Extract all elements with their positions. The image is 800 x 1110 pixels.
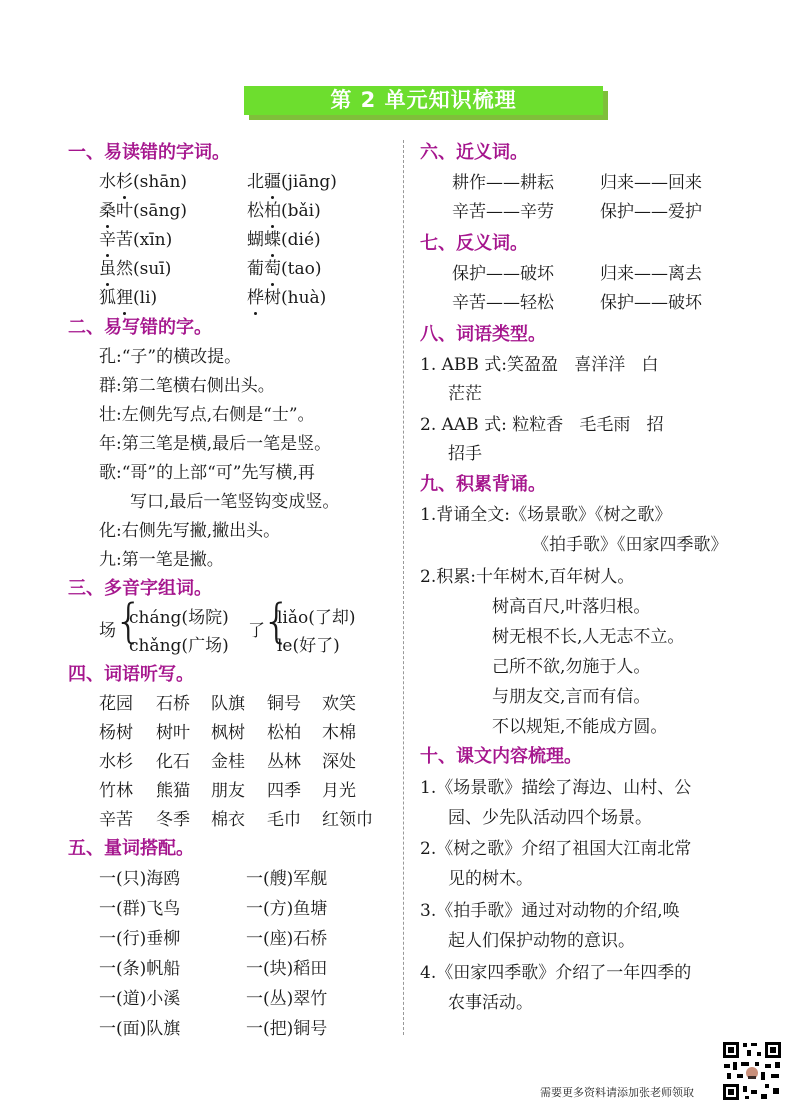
dictation-word: 竹林 xyxy=(99,781,133,801)
polyphone-char: 了 xyxy=(248,621,265,641)
section-2-heading: 二、易写错的字。 xyxy=(68,317,212,338)
measure-word: 一(丛)翠竹 xyxy=(246,989,328,1009)
dictation-word: 辛苦 xyxy=(99,810,133,830)
section-7-heading: 七、反义词。 xyxy=(420,233,528,254)
measure-word: 一(艘)军舰 xyxy=(246,869,328,889)
reading-item: 桦树(huà) xyxy=(247,288,327,308)
synonym-pair: 辛苦——辛劳 xyxy=(452,202,554,222)
reading-item: 松柏(bǎi) xyxy=(247,201,321,221)
writing-note: 壮:左侧先写点,右侧是“士”。 xyxy=(99,405,315,425)
antonym-pair: 辛苦——轻松 xyxy=(452,293,554,313)
word-pattern-line: 招手 xyxy=(448,444,482,464)
lesson-summary-line: 园、少先队活动四个场景。 xyxy=(448,808,652,828)
section-10-heading: 十、课文内容梳理。 xyxy=(420,746,582,767)
polyphone-reading: le(好了) xyxy=(277,636,340,656)
word-pattern-line: 1. ABB 式:笑盈盈 喜洋洋 白 xyxy=(420,355,659,375)
recitation-line: 2.积累:十年树木,百年树人。 xyxy=(420,567,635,587)
writing-note: 九:第一笔是撇。 xyxy=(99,550,224,570)
recitation-line: 己所不欲,勿施于人。 xyxy=(492,657,651,677)
synonym-pair: 耕作——耕耘 xyxy=(452,173,554,193)
reading-item: 虽然(suī) xyxy=(99,259,172,279)
measure-word: 一(把)铜号 xyxy=(246,1019,328,1039)
measure-word: 一(道)小溪 xyxy=(99,989,181,1009)
measure-word: 一(条)帆船 xyxy=(99,959,181,979)
dictation-word: 深处 xyxy=(322,752,356,772)
recitation-line: 《拍手歌》《田家四季歌》 xyxy=(532,535,728,555)
dictation-word: 花园 xyxy=(99,694,133,714)
dictation-word: 月光 xyxy=(322,781,356,801)
reading-item: 辛苦(xīn) xyxy=(99,230,173,250)
dictation-word: 化石 xyxy=(156,752,190,772)
measure-word: 一(行)垂柳 xyxy=(99,929,181,949)
polyphone-reading: cháng(场院) xyxy=(129,608,229,628)
reading-item: 狐狸(li) xyxy=(99,288,158,308)
lesson-summary-line: 2.《树之歌》介绍了祖国大江南北常 xyxy=(420,839,692,859)
word-pattern-line: 2. AAB 式: 粒粒香 毛毛雨 招 xyxy=(420,415,664,435)
dictation-word: 朋友 xyxy=(211,781,245,801)
measure-word: 一(块)稻田 xyxy=(246,959,328,979)
word-pattern-line: 茫茫 xyxy=(448,384,482,404)
writing-note: 化:右侧先写撇,撇出头。 xyxy=(99,521,281,541)
qr-code-icon xyxy=(721,1040,783,1102)
dictation-word: 毛巾 xyxy=(267,810,301,830)
dictation-word: 冬季 xyxy=(156,810,190,830)
dictation-word: 水杉 xyxy=(99,752,133,772)
left-brace-icon: { xyxy=(262,594,292,648)
antonym-pair: 保护——破坏 xyxy=(600,293,702,313)
recitation-line: 树无根不长,人无志不立。 xyxy=(492,627,685,647)
column-divider xyxy=(403,140,404,1035)
dictation-word: 欢笑 xyxy=(322,694,356,714)
reading-item: 水杉(shān) xyxy=(99,172,188,192)
recitation-line: 树高百尺,叶落归根。 xyxy=(492,597,651,617)
dictation-word: 金桂 xyxy=(211,752,245,772)
polyphone-reading: liǎo(了却) xyxy=(277,608,356,628)
section-3-heading: 三、多音字组词。 xyxy=(68,578,212,599)
dictation-word: 树叶 xyxy=(156,723,190,743)
polyphone-reading: chǎng(广场) xyxy=(129,636,229,656)
lesson-summary-line: 3.《拍手歌》通过对动物的介绍,唤 xyxy=(420,901,680,921)
recitation-line: 不以规矩,不能成方圆。 xyxy=(492,717,668,737)
reading-item: 桑叶(sāng) xyxy=(99,201,187,221)
synonym-pair: 归来——回来 xyxy=(600,173,702,193)
dictation-word: 松柏 xyxy=(267,723,301,743)
writing-note: 群:第二笔横右侧出头。 xyxy=(99,376,275,396)
antonym-pair: 保护——破坏 xyxy=(452,264,554,284)
lesson-summary-line: 见的树木。 xyxy=(448,869,533,889)
title-banner xyxy=(244,86,608,116)
antonym-pair: 归来——离去 xyxy=(600,264,702,284)
reading-item: 蝴蝶(dié) xyxy=(247,230,321,250)
writing-note: 孔:“子”的横改提。 xyxy=(99,347,242,367)
recitation-line: 与朋友交,言而有信。 xyxy=(492,687,651,707)
section-5-heading: 五、量词搭配。 xyxy=(68,838,194,859)
footer-note: 需要更多资料请添加张老师领取 xyxy=(540,1086,694,1099)
lesson-summary-line: 4.《田家四季歌》介绍了一年四季的 xyxy=(420,963,692,983)
dictation-word: 石桥 xyxy=(156,694,190,714)
section-1-heading: 一、易读错的字词。 xyxy=(68,142,230,163)
lesson-summary-line: 1.《场景歌》描绘了海边、山村、公 xyxy=(420,778,692,798)
reading-item: 葡萄(tao) xyxy=(247,259,322,279)
measure-word: 一(只)海鸥 xyxy=(99,869,181,889)
left-brace-icon: { xyxy=(114,594,144,648)
reading-item: 北疆(jiāng) xyxy=(247,172,337,192)
writing-note: 年:第三笔是横,最后一笔是竖。 xyxy=(99,434,332,454)
dictation-word: 棉衣 xyxy=(211,810,245,830)
page-title: 第 2 单元知识梳理 xyxy=(330,88,517,112)
section-9-heading: 九、积累背诵。 xyxy=(420,474,546,495)
dictation-word: 铜号 xyxy=(267,694,301,714)
lesson-summary-line: 农事活动。 xyxy=(448,993,533,1013)
dictation-word: 丛林 xyxy=(267,752,301,772)
writing-note: 写口,最后一笔竖钩变成竖。 xyxy=(130,492,340,512)
dictation-word: 熊猫 xyxy=(156,781,190,801)
section-4-heading: 四、词语听写。 xyxy=(68,664,194,685)
synonym-pair: 保护——爱护 xyxy=(600,202,702,222)
dictation-word: 队旗 xyxy=(211,694,245,714)
measure-word: 一(群)飞鸟 xyxy=(99,899,181,919)
measure-word: 一(方)鱼塘 xyxy=(246,899,328,919)
measure-word: 一(座)石桥 xyxy=(246,929,328,949)
polyphone-char: 场 xyxy=(99,621,116,641)
dictation-word: 四季 xyxy=(267,781,301,801)
recitation-line: 1.背诵全文:《场景歌》《树之歌》 xyxy=(420,505,672,525)
dictation-word: 红领巾 xyxy=(322,810,373,830)
dictation-word: 枫树 xyxy=(211,723,245,743)
dictation-word: 杨树 xyxy=(99,723,133,743)
lesson-summary-line: 起人们保护动物的意识。 xyxy=(448,931,635,951)
section-8-heading: 八、词语类型。 xyxy=(420,324,546,345)
writing-note: 歌:“哥”的上部“可”先写横,再 xyxy=(99,463,315,483)
dictation-word: 木棉 xyxy=(322,723,356,743)
measure-word: 一(面)队旗 xyxy=(99,1019,181,1039)
section-6-heading: 六、近义词。 xyxy=(420,142,528,163)
